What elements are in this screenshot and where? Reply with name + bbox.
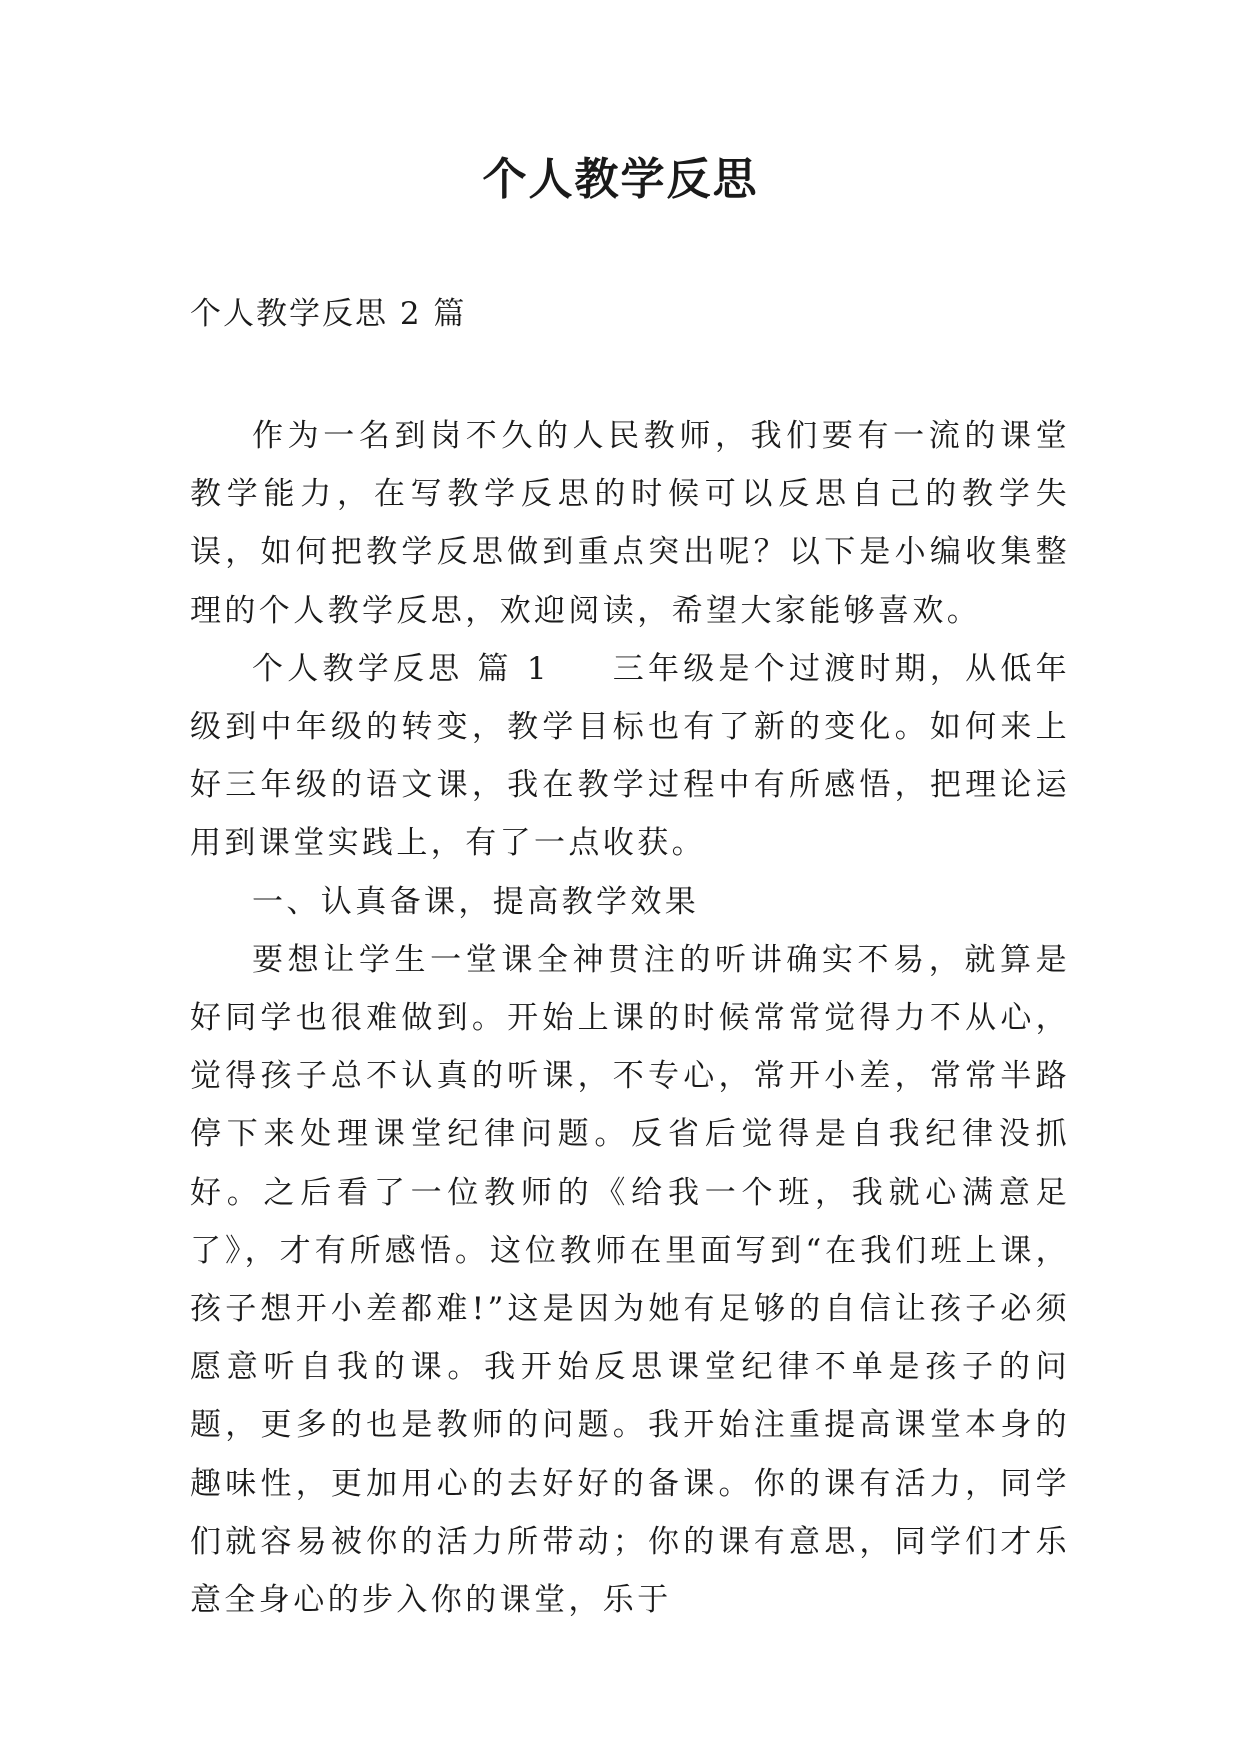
section-paragraph (190, 640, 1070, 873)
subsection-heading: 一、认真备课，提高教学效果 (252, 883, 700, 920)
body-paragraph: 要想让学生一堂课全神贯注的听讲确实不易，就算是好同学也很难做到。开始上课的时候常常觉得力不从心，觉得孩子总不认真的听课，不专心，常开小差，常常半路停下来处理课堂纪律问题。反省后觉得是自我纪律没抓好。之后看了一位教师的《给我一个班，我就心满意足了》，才有所感悟。这位教师在里面写到“在我们班上课，孩子想开小差都难!”这是因为她有足够的自信让孩子必须愿意听自我的课。我开始反思课堂纪律不单是孩子的问题，更多的也是教师的问题。我开始注重提高课堂本身的趣味性，更加用心的去好好的备课。你的课有活力，同学们就容易被你的活力所带动；你的课有意思，同学们才乐意全身心的步入你的课堂，乐于 (190, 941, 1070, 1619)
intro-paragraph: 作为一名到岗不久的人民教师，我们要有一流的课堂教学能力，在写教学反思的时候可以反思自己的教学失误，如何把教学反思做到重点突出呢？以下是小编收集整理的个人教学反思，欢迎阅读，希望大家能够喜欢。 (190, 418, 1070, 629)
document-body (190, 407, 1070, 1629)
section-heading: 个人教学反思 篇 1 (252, 650, 550, 687)
section-intro-text: 三年级是个过渡时期，从低年级到中年级的转变，教学目标也有了新的变化。如何来上好三年级的语文课，我在教学过程中有所感悟，把理论运用到课堂实践上，有了一点收获。 (190, 650, 1071, 862)
document-title: 个人教学反思 (482, 154, 759, 205)
document-subtitle: 个人教学反思 2 篇 (190, 296, 467, 332)
